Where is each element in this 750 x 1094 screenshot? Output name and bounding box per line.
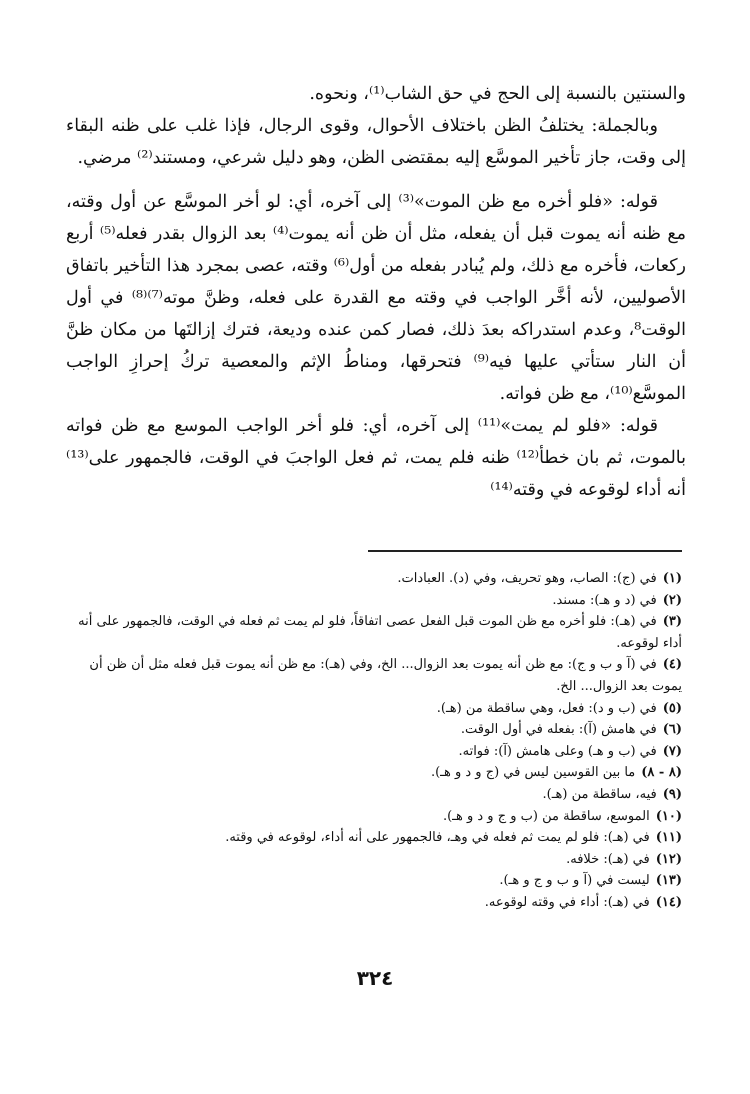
footnote-text: في (هـ): أداء في وقته لوقوعه. [484,894,650,910]
footnote-item [66,806,686,828]
footnote-item [66,784,686,806]
footnote-item [66,654,686,697]
footnote-item [66,849,686,871]
paragraph-2: وبالجملة: يختلفُ الظن باختلاف الأحوال، وقوى الرجال، فإذا غلب على ظنه البقاء إلى وقت، جاز تأخير الموسَّع إليه بمقتضى الظن، وهو دليل شرعي، ومستند⁽²⁾ مرضي. [66,116,686,168]
footnote-text: في (د و هـ): مسند. [552,592,657,608]
footnote-text: ما بين القوسين ليس في (ج و د و هـ). [430,765,636,781]
footnote-item [66,719,686,741]
footnote-item [66,827,686,849]
footnote-number: (٦) [662,722,682,738]
footnotes [66,568,686,914]
footnote-text: في (آ و ب و ج): مع ظن أنه يموت بعد الزوال... الخ، وفي (هـ): مع ظن أنه يموت قبل فعله مثل أن ظن أن يموت بعد الزوال... الخ. [89,657,682,694]
footnote-item [66,762,686,784]
footnote-number: (٣) [662,614,682,630]
footnote-text: في (ب و هـ) وعلى هامش (آ): فواته. [458,743,657,759]
footnote-item [66,870,686,892]
footnote-text: في هامش (آ): بفعله في أول الوقت. [460,722,657,738]
footnote-number: (٥) [662,700,682,716]
footnote-number: (١٤) [655,894,682,910]
footnote-number: (٤) [662,657,682,673]
footnote-item [66,568,686,590]
footnote-item [66,892,686,914]
footnote-divider [368,550,682,552]
paragraph-4: قوله: «فلو لم يمت»⁽¹¹⁾ إلى آخره، أي: فلو أخر الواجب الموسع مع ظن فواته بالموت، ثم بان خطأ⁽¹²⁾ ظنه فلم يمت، ثم فعل الواجبَ في الوقت، فالجمهور على⁽¹³⁾ أنه أداء لوقوعه في وقته⁽¹⁴⁾ [66,416,686,500]
paragraph-3: قوله: «فلو أخره مع ظن الموت»⁽³⁾ إلى آخره، أي: لو أخر الموسَّع عن أول وقته، مع ظنه أنه يموت قبل أن يفعله، مثل أن ظن أنه يموت⁽⁴⁾ بعد الزوال بقدر فعله⁽⁵⁾ أربع ركعات، فأخره مع ذلك، ولم يُبادر بفعله من أول⁽⁶⁾ وقته، عصى بمجرد هذا التأخير باتفاق الأصوليين، لأنه أخَّر الواجب في وقته مع القدرة على فعله، وظنَّ موته⁽⁷⁾⁽⁸⁾ في أول الوقت⁸، وعدم استدراكه بعدَ ذلك، فصار كمن عنده وديعة، فترك إزالتَها من مكان ظنَّ أن النار ستأتي عليها فيه⁽⁹⁾ فتحرقها، ومناطُ الإثم والمعصية تركُ إحرازِ الواجب الموسَّع⁽¹⁰⁾، مع ظن فواته. [66,192,687,404]
footnote-text: الموسع، ساقطة من (ب و ج و د و هـ). [442,808,650,824]
footnote-item [66,741,686,763]
paragraph-1: والسنتين بالنسبة إلى الحج في حق الشاب⁽¹⁾، ونحوه. [309,84,686,104]
footnote-item [66,698,686,720]
footnote-number: (١) [662,571,682,586]
footnote-text: فيه، ساقطة من (هـ). [542,786,657,802]
footnote-number: (١٢) [655,851,682,867]
footnote-text: في (ج): الصاب، وهو تحريف، وفي (د). العبادات. [397,571,657,586]
footnote-text: في (هـ): فلو لم يمت ثم فعله في وهـ، فالجمهور على أنه أداء، لوقوعه في وقته. [225,830,650,846]
page-number: ٣٢٤ [356,966,394,990]
footnote-text: في (هـ): خلافه. [566,851,650,867]
footnote-text: في (ب و د): فعل، وهي ساقطة من (هـ). [436,700,657,716]
footnote-number: (٨ - ٨) [641,765,682,781]
footnote-number: (٢) [662,592,682,608]
footnote-item [66,590,686,612]
footnote-number: (١٣) [655,873,682,889]
footnote-number: (٧) [662,743,682,759]
footnote-number: (١٠) [655,808,682,824]
footnote-number: (٩) [662,786,682,802]
footnote-item [66,611,686,654]
footnote-text: ليست في (آ و ب و ج و هـ). [499,873,650,889]
main-text [66,78,686,506]
footnote-number: (١١) [655,830,682,846]
footnote-text: في (هـ): فلو أخره مع ظن الموت قبل الفعل عصى اتفاقاً، فلو لم يمت ثم فعله في الوقت، فالجمهور على أنه أداء لوقوعه. [78,614,682,651]
